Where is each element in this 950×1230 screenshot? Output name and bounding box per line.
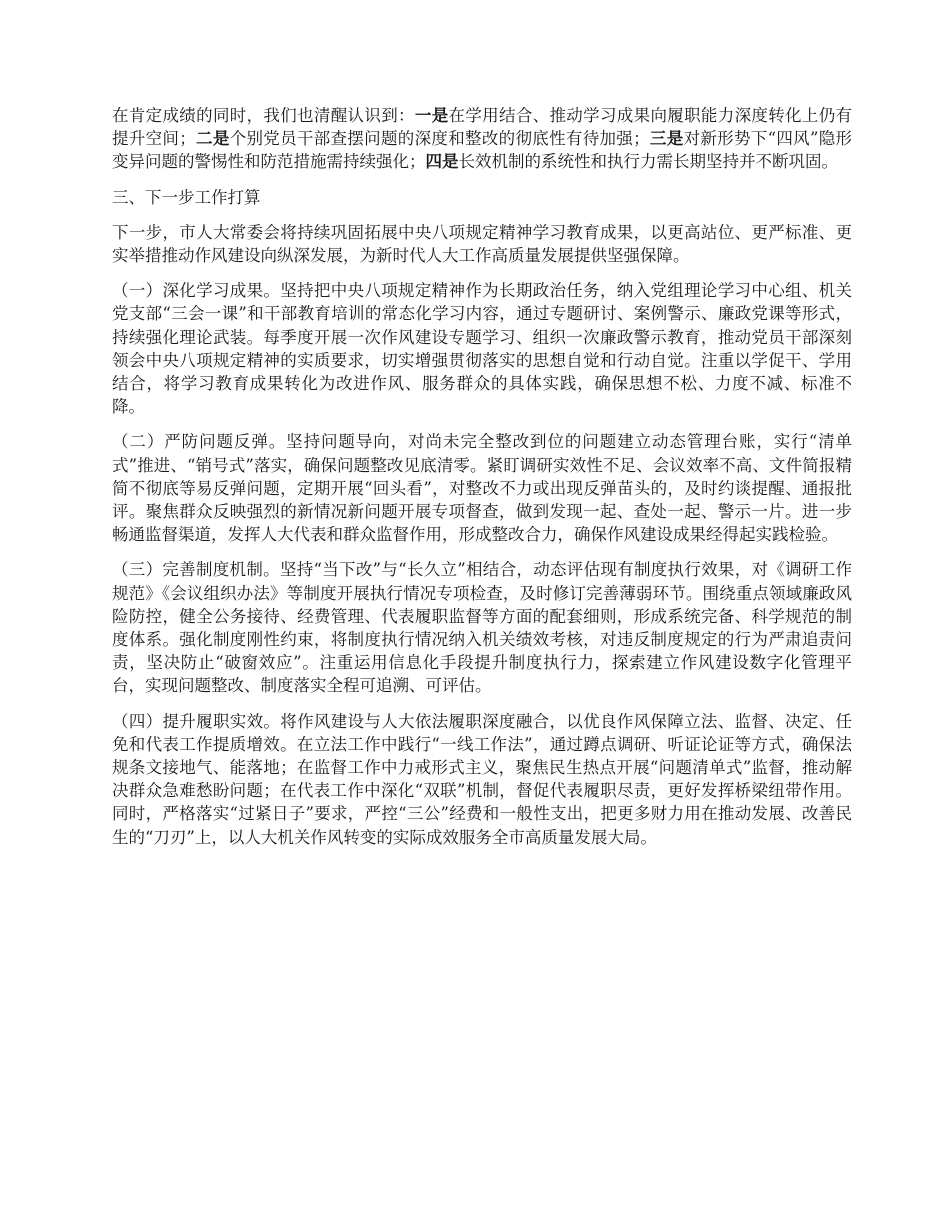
paragraph-improve-system: （三）完善制度机制。坚持“当下改”与“长久立”相结合，动态评估现有制度执行效果，对《调研工作规范》《会议组织办法》等制度开展执行情况专项检查，及时修订完善薄弱环节。围绕重点领域廉政风险防控，健全公务接待、经费管理、代表履职监督等方面的配套细则，形成系统完备、科学规范的制度体系。强化制度刚性约束，将制度执行情况纳入机关绩效考核，对违反制度规定的行为严肃追责问责，坚决防止“破窗效应”。注重运用信息化手段提升制度执行力，探索建立作风建设数字化管理平台，实现问题整改、制度落实全程可追溯、可评估。 (112, 560, 852, 696)
intro-paragraph (112, 104, 852, 174)
intro-point-2-marker: 二是 (195, 129, 230, 149)
intro-text-1: 在肯定成绩的同时，我们也清醒认识到： (112, 106, 415, 125)
paragraph-prevent-rebound: （二）严防问题反弹。坚持问题导向，对尚未完全整改到位的问题建立动态管理台账，实行“清单式”推进、“销号式”落实，确保问题整改见底清零。紧盯调研实效性不足、会议效率不高、文件简报精简不彻底等易反弹问题，定期开展“回头看”，对整改不力或出现反弹苗头的，及时约谈提醒、通报批评。聚焦群众反映强烈的新情况新问题开展专项督查，做到发现一起、查处一起、警示一片。进一步畅通监督渠道，发挥人大代表和群众监督作用，形成整改合力，确保作风建设成果经得起实践检验。 (112, 432, 852, 545)
intro-text-5: 长效机制的系统性和执行力需长期坚持并不断巩固。 (458, 152, 838, 172)
intro-point-3-marker: 三是 (649, 129, 684, 149)
paragraph-next-steps: 下一步，市人大常委会将持续巩固拓展中央八项规定精神学习教育成果，以更高站位、更严标准、更实举措推动作风建设向纵深发展，为新时代人大工作高质量发展提供坚强保障。 (112, 222, 852, 266)
intro-text-2: 在学用结合、推动学习成果向履职能力深度转化上仍有提升空间； (112, 106, 853, 149)
paragraph-improve-performance: （四）提升履职实效。将作风建设与人大依法履职深度融合，以优良作风保障立法、监督、决定、任免和代表工作提质增效。在立法工作中践行“一线工作法”，通过蹲点调研、听证论证等方式，确保法规条文接地气、能落地；在监督工作中力戒形式主义，聚焦民生热点开展“问题清单式”监督，推动解决群众急难愁盼问题；在代表工作中深化“双联”机制，督促代表履职尽责，更好发挥桥梁纽带作用。同时，严格落实“过紧日子”要求，严控“三公”经费和一般性支出，把更多财力用在推动发展、改善民生的“刀刃”上，以人大机关作风转变的实际成效服务全市高质量发展大局。 (112, 711, 852, 847)
intro-text-4: 对新形势下“四风”隐形变异问题的警惕性和防范措施需持续强化； (112, 129, 853, 172)
paragraph-deepen-learning: （一）深化学习成果。坚持把中央八项规定精神作为长期政治任务，纳入党组理论学习中心组、机关党支部“三会一课”和干部教育培训的常态化学习内容，通过专题研讨、案例警示、廉政党课等形式，持续强化理论武装。每季度开展一次作风建设专题学习、组织一次廉政警示教育，推动党员干部深刻领会中央八项规定精神的实质要求，切实增强贯彻落实的思想自觉和行动自觉。注重以学促干、学用结合，将学习教育成果转化为改进作风、服务群众的具体实践，确保思想不松、力度不减、标准不降。 (112, 281, 852, 417)
intro-point-1-marker: 一是 (414, 106, 449, 125)
section-heading: 三、下一步工作打算 (112, 187, 261, 207)
intro-text-3: 个别党员干部查摆问题的深度和整改的彻底性有待加强； (229, 129, 650, 149)
document-body (112, 104, 852, 861)
intro-point-4-marker: 四是 (425, 152, 459, 172)
